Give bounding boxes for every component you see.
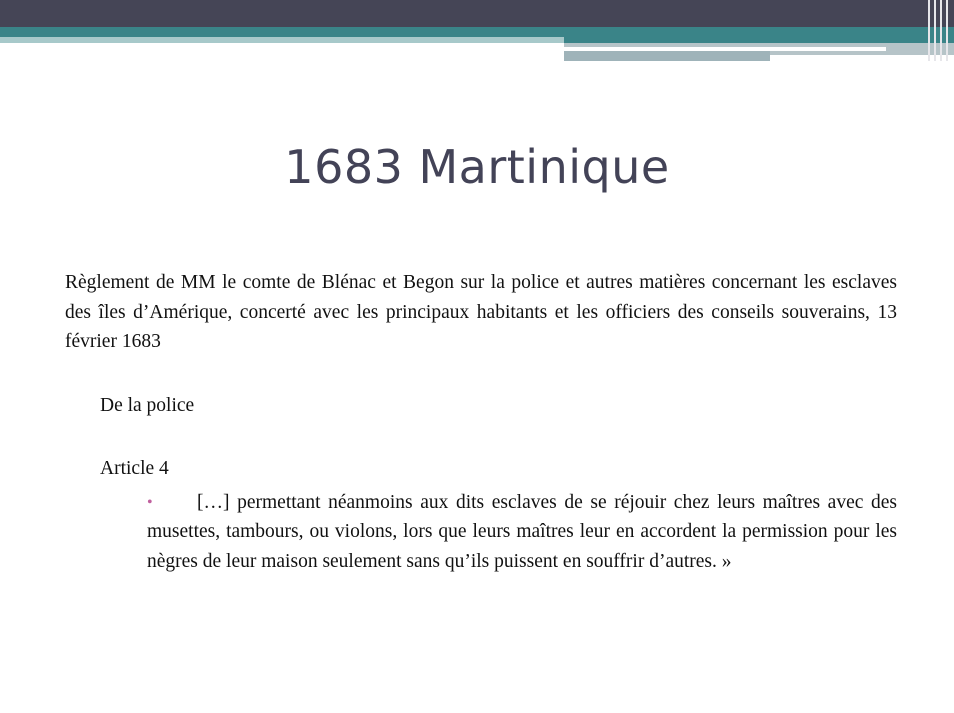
intro-paragraph: Règlement de MM le comte de Blénac et Begon sur la police et autres matières concernant les esclaves des îles d’Amérique, concerté avec les principaux habitants et les officiers des conseils souverains, 13 février 1683	[65, 272, 897, 352]
slide-title: 1683 Martinique	[284, 140, 670, 194]
slide-body	[65, 268, 897, 576]
header-band-grey-lower	[564, 51, 770, 61]
bullet-text: […] permettant néanmoins aux dits esclaves de se réjouir chez leurs maîtres avec des musettes, tambours, ou violons, lors que leurs maîtres leur en accordent la permission pour les nègres de leur maison seulement sans qu’ils puissent en souffrir d’autres. »	[147, 491, 897, 572]
header-band-dark	[0, 0, 954, 27]
section-heading: De la police	[100, 394, 195, 416]
article-heading: Article 4	[100, 458, 169, 479]
header-band-pale	[0, 37, 564, 43]
header-stripes	[926, 0, 954, 61]
header-band-teal	[0, 27, 954, 37]
bullet-icon: •	[147, 493, 153, 511]
bullet-item	[65, 488, 897, 577]
